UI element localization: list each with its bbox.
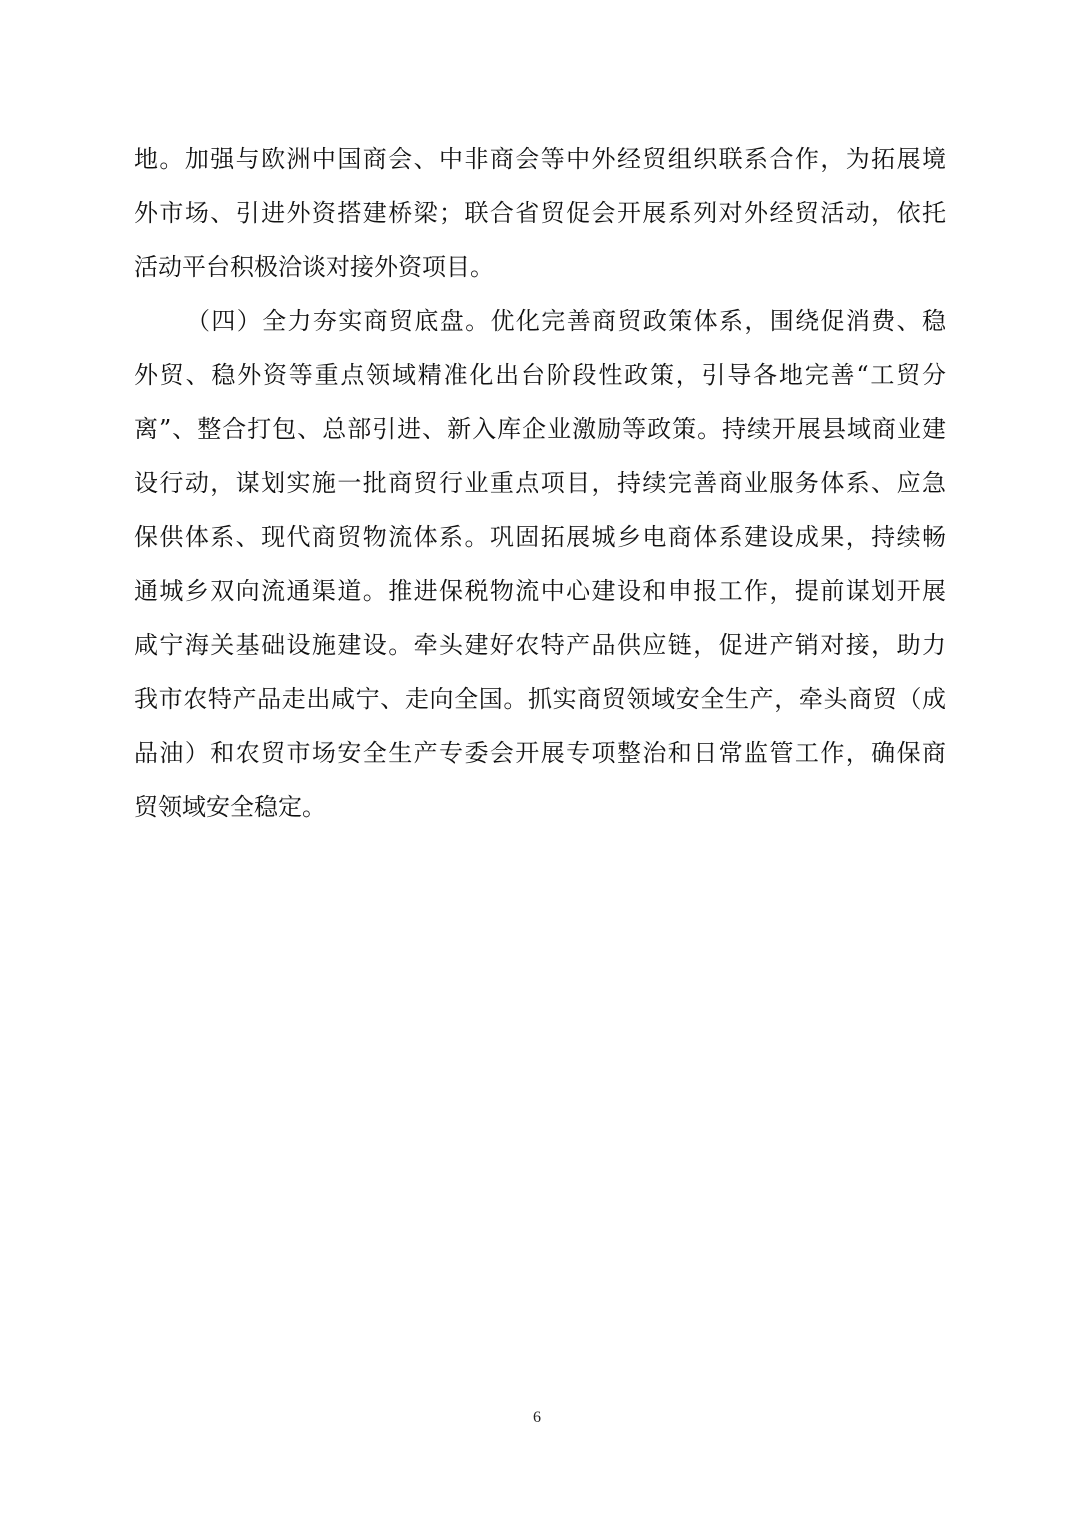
paragraph-2-line-5: 保供体系、现代商贸物流体系。巩固拓展城乡电商体系建设成果，持续畅 bbox=[134, 523, 946, 551]
paragraph-2-line-9: 品油）和农贸市场安全生产专委会开展专项整治和日常监管工作，确保商 bbox=[134, 739, 946, 767]
paragraph-2-line-1: （四）全力夯实商贸底盘。优化完善商贸政策体系，围绕促消费、稳 bbox=[186, 307, 946, 335]
paragraph-1-line-2: 外市场、引进外资搭建桥梁；联合省贸促会开展系列对外经贸活动，依托 bbox=[134, 199, 946, 227]
paragraph-2-line-4: 设行动，谋划实施一批商贸行业重点项目，持续完善商业服务体系、应急 bbox=[134, 469, 946, 497]
body-text bbox=[134, 132, 946, 834]
paragraph-2-line-6: 通城乡双向流通渠道。推进保税物流中心建设和申报工作，提前谋划开展 bbox=[134, 577, 946, 605]
paragraph-1-line-1: 地。加强与欧洲中国商会、中非商会等中外经贸组织联系合作，为拓展境 bbox=[134, 145, 946, 173]
paragraph-2-line-2: 外贸、稳外资等重点领域精准化出台阶段性政策，引导各地完善“工贸分 bbox=[134, 361, 946, 389]
page-number: 6 bbox=[533, 1409, 541, 1426]
paragraph-2-line-3: 离”、整合打包、总部引进、新入库企业激励等政策。持续开展县域商业建 bbox=[134, 415, 946, 443]
paragraph-2-line-10: 贸领域安全稳定。 bbox=[134, 793, 326, 821]
paragraph-1-line-3: 活动平台积极洽谈对接外资项目。 bbox=[134, 253, 494, 281]
paragraph-2-line-7: 咸宁海关基础设施建设。牵头建好农特产品供应链，促进产销对接，助力 bbox=[134, 631, 946, 659]
paragraph-2-line-8: 我市农特产品走出咸宁、走向全国。抓实商贸领域安全生产，牵头商贸（成 bbox=[134, 685, 946, 713]
